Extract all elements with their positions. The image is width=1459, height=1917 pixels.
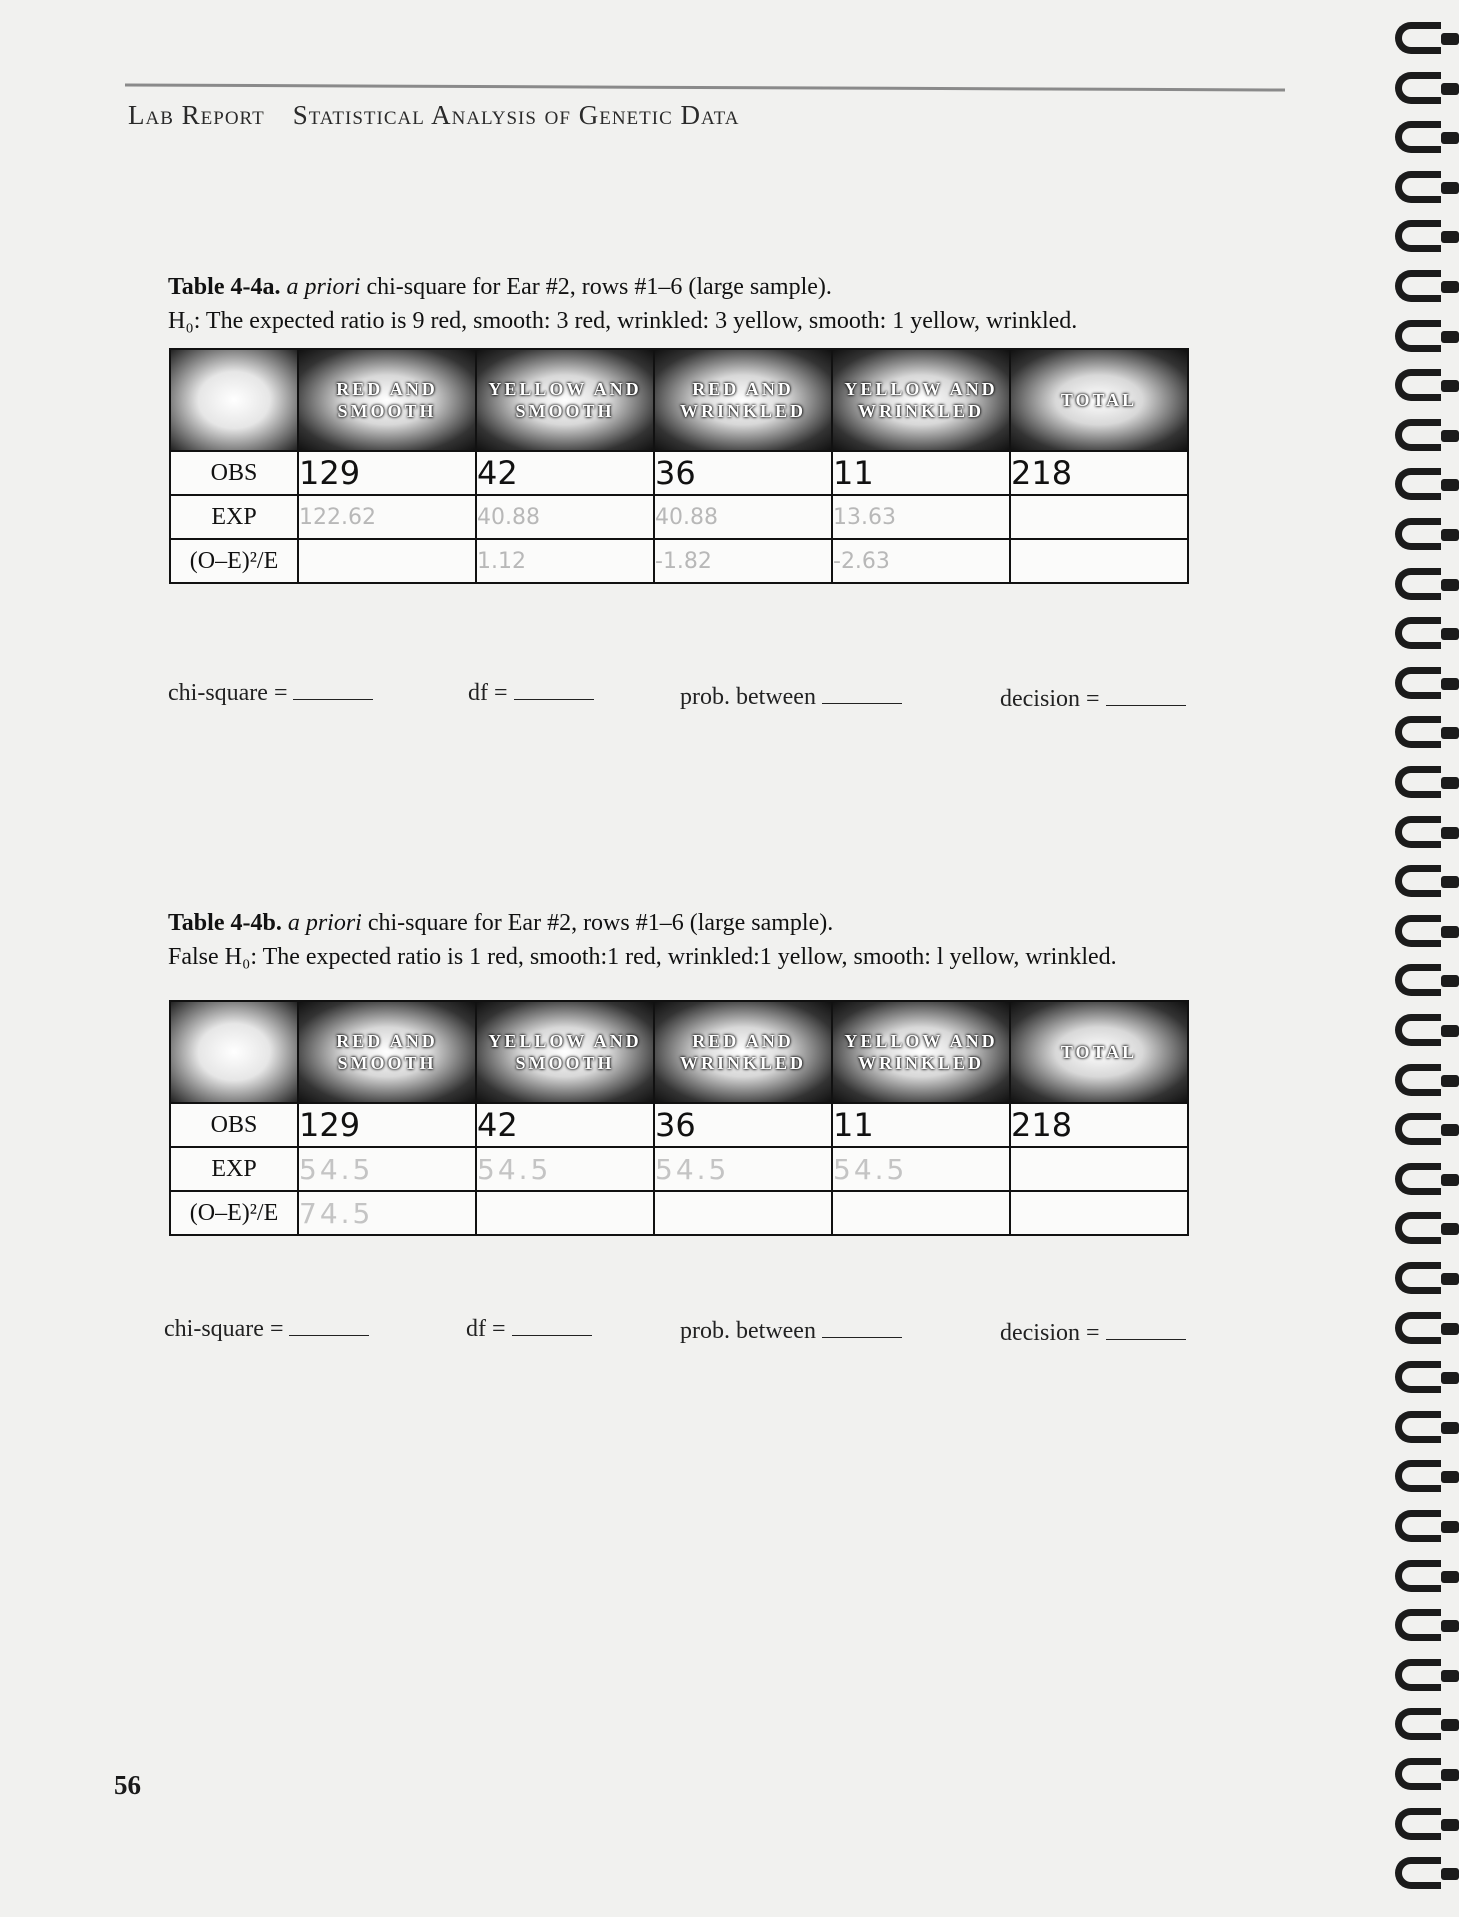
exp-cell[interactable]: 54.5 — [832, 1147, 1010, 1191]
obs-cell[interactable]: 129 — [298, 1103, 476, 1147]
obs-cell[interactable]: 11 — [832, 451, 1010, 495]
spiral-ring — [1395, 1460, 1441, 1492]
page-number: 56 — [114, 1770, 141, 1800]
exp-cell[interactable]: 13.63 — [832, 495, 1010, 539]
prob-answer[interactable] — [680, 1318, 902, 1345]
obs-cell[interactable]: 42 — [476, 1103, 654, 1147]
running-head-left: Lab Report — [128, 100, 265, 130]
table-b-header: RED AND WRINKLED — [654, 1001, 832, 1103]
row-label: (O–E)²/E — [170, 539, 298, 583]
table-a-header: RED AND WRINKLED — [654, 349, 832, 451]
table-b-header: YELLOW AND WRINKLED — [832, 1001, 1010, 1103]
table-a-header: YELLOW AND SMOOTH — [476, 349, 654, 451]
obs-cell[interactable]: 218 — [1010, 1103, 1188, 1147]
decision-answer[interactable] — [1000, 686, 1186, 713]
spiral-ring — [1395, 1361, 1441, 1393]
spiral-ring — [1395, 1163, 1441, 1195]
table-a-caption — [168, 270, 832, 304]
table-a — [169, 348, 1189, 584]
df-answer[interactable] — [468, 680, 594, 707]
exp-cell[interactable]: 54.5 — [298, 1147, 476, 1191]
chi-cell[interactable] — [1010, 539, 1188, 583]
spiral-ring — [1395, 617, 1441, 649]
exp-cell[interactable]: 54.5 — [654, 1147, 832, 1191]
spiral-ring — [1395, 1510, 1441, 1542]
df-answer[interactable] — [466, 1316, 592, 1343]
table-b — [169, 1000, 1189, 1236]
table-b-hypothesis: False H₀: The expected ratio is 1 red, smooth:1 red, wrinkled:1 yellow, smooth: l yellow, wrinkled. — [168, 944, 1117, 970]
spiral-ring — [1395, 1212, 1441, 1244]
chi-square-label: chi-square = — [164, 1316, 284, 1342]
obs-cell[interactable]: 11 — [832, 1103, 1010, 1147]
chi-cell[interactable]: 74.5 — [298, 1191, 476, 1235]
chi-square-answer[interactable] — [168, 680, 373, 707]
spiral-ring — [1395, 270, 1441, 302]
spiral-binding — [1389, 0, 1459, 1917]
spiral-ring — [1395, 1609, 1441, 1641]
table-a-chi-row — [170, 539, 1188, 583]
table-b-obs-row — [170, 1103, 1188, 1147]
spiral-ring — [1395, 568, 1441, 600]
spiral-ring — [1395, 419, 1441, 451]
table-b-header: YELLOW AND SMOOTH — [476, 1001, 654, 1103]
chi-cell[interactable] — [298, 539, 476, 583]
exp-cell[interactable] — [1010, 495, 1188, 539]
table-a-obs-row — [170, 451, 1188, 495]
spiral-ring — [1395, 22, 1441, 54]
table-a-exp-row — [170, 495, 1188, 539]
obs-cell[interactable]: 129 — [298, 451, 476, 495]
df-label: df = — [468, 680, 508, 706]
obs-cell[interactable]: 36 — [654, 1103, 832, 1147]
decision-label: decision = — [1000, 1320, 1100, 1346]
obs-cell[interactable]: 218 — [1010, 451, 1188, 495]
table-a-header: YELLOW AND WRINKLED — [832, 349, 1010, 451]
table-a-header: TOTAL — [1010, 349, 1188, 451]
answer-blank[interactable] — [1106, 1338, 1186, 1340]
spiral-ring — [1395, 716, 1441, 748]
chi-square-label: chi-square = — [168, 680, 288, 706]
spiral-ring — [1395, 1064, 1441, 1096]
spiral-ring — [1395, 1758, 1441, 1790]
spiral-ring — [1395, 1014, 1441, 1046]
spiral-ring — [1395, 1113, 1441, 1145]
spiral-ring — [1395, 72, 1441, 104]
spiral-ring — [1395, 1808, 1441, 1840]
table-b-answers — [164, 1316, 1188, 1356]
row-label: (O–E)²/E — [170, 1191, 298, 1235]
table-a-hypothesis: H₀: The expected ratio is 9 red, smooth: 3 red, wrinkled: 3 yellow, smooth: 1 yellow, wrinkled. — [168, 308, 1078, 334]
row-label: OBS — [170, 1103, 298, 1147]
chi-cell[interactable] — [1010, 1191, 1188, 1235]
obs-cell[interactable]: 42 — [476, 451, 654, 495]
exp-cell[interactable]: 122.62 — [298, 495, 476, 539]
spiral-ring — [1395, 816, 1441, 848]
exp-cell[interactable]: 40.88 — [654, 495, 832, 539]
answer-blank[interactable] — [512, 1334, 592, 1336]
chi-cell[interactable]: 1.12 — [476, 539, 654, 583]
prob-answer[interactable] — [680, 684, 902, 711]
table-a-answers — [168, 680, 1188, 720]
spiral-ring — [1395, 369, 1441, 401]
spiral-ring — [1395, 1411, 1441, 1443]
chi-cell[interactable]: -2.63 — [832, 539, 1010, 583]
answer-blank[interactable] — [1106, 704, 1186, 706]
df-label: df = — [466, 1316, 506, 1342]
spiral-ring — [1395, 1708, 1441, 1740]
answer-blank[interactable] — [293, 698, 373, 700]
chi-cell[interactable]: -1.82 — [654, 539, 832, 583]
spiral-ring — [1395, 121, 1441, 153]
spiral-ring — [1395, 1312, 1441, 1344]
table-b-header: RED AND SMOOTH — [298, 1001, 476, 1103]
table-b-corner — [170, 1001, 298, 1103]
spiral-ring — [1395, 1262, 1441, 1294]
chi-cell[interactable] — [832, 1191, 1010, 1235]
table-b-chi-row — [170, 1191, 1188, 1235]
obs-cell[interactable]: 36 — [654, 451, 832, 495]
running-head — [128, 100, 739, 131]
spiral-ring — [1395, 518, 1441, 550]
spiral-ring — [1395, 1857, 1441, 1889]
spiral-ring — [1395, 220, 1441, 252]
spiral-ring — [1395, 171, 1441, 203]
exp-cell[interactable]: 40.88 — [476, 495, 654, 539]
decision-answer[interactable] — [1000, 1320, 1186, 1347]
exp-cell[interactable] — [1010, 1147, 1188, 1191]
chi-cell[interactable] — [476, 1191, 654, 1235]
table-b-header: TOTAL — [1010, 1001, 1188, 1103]
answer-blank[interactable] — [822, 702, 902, 704]
spiral-ring — [1395, 1659, 1441, 1691]
exp-cell[interactable]: 54.5 — [476, 1147, 654, 1191]
table-a-header: RED AND SMOOTH — [298, 349, 476, 451]
answer-blank[interactable] — [514, 698, 594, 700]
spiral-ring — [1395, 1560, 1441, 1592]
table-b-caption — [168, 906, 833, 940]
table-a-caption-text: chi-square for Ear #2, rows #1–6 (large sample). — [366, 274, 832, 300]
table-a-corner — [170, 349, 298, 451]
spiral-ring — [1395, 320, 1441, 352]
answer-blank[interactable] — [289, 1334, 369, 1336]
header-rule — [125, 83, 1285, 91]
table-b-exp-row — [170, 1147, 1188, 1191]
spiral-ring — [1395, 865, 1441, 897]
table-a-caption-italic: a priori — [286, 274, 361, 300]
prob-label: prob. between — [680, 1318, 816, 1344]
spiral-ring — [1395, 964, 1441, 996]
table-b-caption-italic: a priori — [287, 910, 362, 936]
decision-label: decision = — [1000, 686, 1100, 712]
table-a-caption-number: Table 4-4a. — [168, 274, 281, 300]
row-label: EXP — [170, 1147, 298, 1191]
spiral-ring — [1395, 915, 1441, 947]
spiral-ring — [1395, 766, 1441, 798]
chi-cell[interactable] — [654, 1191, 832, 1235]
table-b-caption-text: chi-square for Ear #2, rows #1–6 (large sample). — [367, 910, 834, 936]
running-head-right: Statistical Analysis of Genetic Data — [292, 100, 740, 130]
answer-blank[interactable] — [822, 1336, 902, 1338]
row-label: OBS — [170, 451, 298, 495]
table-b-caption-number: Table 4-4b. — [168, 910, 282, 936]
spiral-ring — [1395, 667, 1441, 699]
prob-label: prob. between — [680, 684, 816, 710]
chi-square-answer[interactable] — [164, 1316, 369, 1343]
spiral-ring — [1395, 468, 1441, 500]
row-label: EXP — [170, 495, 298, 539]
